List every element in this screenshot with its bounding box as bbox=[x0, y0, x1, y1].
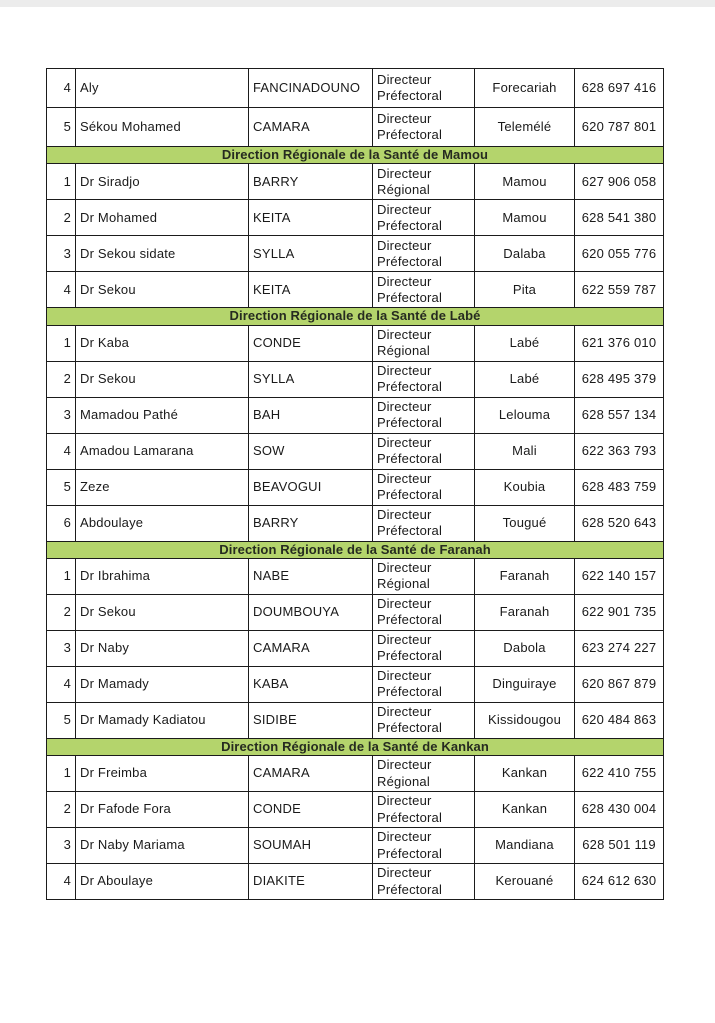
row-number-cell: 4 bbox=[47, 666, 76, 702]
row-number-cell: 3 bbox=[47, 828, 76, 864]
table-row bbox=[47, 325, 664, 361]
phone-cell: 623 274 227 bbox=[575, 630, 664, 666]
title-cell: Directeur Préfectoral bbox=[373, 272, 475, 308]
first-name-cell: Dr Freimba bbox=[76, 756, 249, 792]
first-name-cell: Dr Sekou bbox=[76, 361, 249, 397]
first-name-cell: Dr Siradjo bbox=[76, 164, 249, 200]
table-row bbox=[47, 792, 664, 828]
last-name-cell: BAH bbox=[249, 397, 373, 433]
first-name-cell: Aly bbox=[76, 69, 249, 108]
last-name-cell: KEITA bbox=[249, 272, 373, 308]
table-row bbox=[47, 69, 664, 108]
title-cell: Directeur Préfectoral bbox=[373, 864, 475, 900]
title-cell: Directeur Préfectoral bbox=[373, 666, 475, 702]
title-cell: Directeur Préfectoral bbox=[373, 433, 475, 469]
table-row bbox=[47, 594, 664, 630]
last-name-cell: DOUMBOUYA bbox=[249, 594, 373, 630]
location-cell: Lelouma bbox=[475, 397, 575, 433]
row-number-cell: 2 bbox=[47, 200, 76, 236]
phone-cell: 621 376 010 bbox=[575, 325, 664, 361]
phone-cell: 622 410 755 bbox=[575, 756, 664, 792]
phone-cell: 620 055 776 bbox=[575, 236, 664, 272]
first-name-cell: Dr Mamady Kadiatou bbox=[76, 702, 249, 738]
last-name-cell: CONDE bbox=[249, 325, 373, 361]
section-header-row bbox=[47, 308, 664, 325]
first-name-cell: Dr Aboulaye bbox=[76, 864, 249, 900]
location-cell: Labé bbox=[475, 325, 575, 361]
phone-cell: 628 557 134 bbox=[575, 397, 664, 433]
first-name-cell: Abdoulaye bbox=[76, 505, 249, 541]
location-cell: Labé bbox=[475, 361, 575, 397]
last-name-cell: BARRY bbox=[249, 164, 373, 200]
table-row bbox=[47, 469, 664, 505]
last-name-cell: DIAKITE bbox=[249, 864, 373, 900]
scan-edge-artifact bbox=[0, 0, 715, 7]
location-cell: Faranah bbox=[475, 558, 575, 594]
phone-cell: 622 140 157 bbox=[575, 558, 664, 594]
phone-cell: 627 906 058 bbox=[575, 164, 664, 200]
last-name-cell: CAMARA bbox=[249, 108, 373, 147]
first-name-cell: Dr Fafode Fora bbox=[76, 792, 249, 828]
phone-cell: 628 430 004 bbox=[575, 792, 664, 828]
table-row bbox=[47, 397, 664, 433]
table-row bbox=[47, 864, 664, 900]
table-row bbox=[47, 108, 664, 147]
first-name-cell: Sékou Mohamed bbox=[76, 108, 249, 147]
table-row bbox=[47, 828, 664, 864]
title-cell: Directeur Préfectoral bbox=[373, 828, 475, 864]
location-cell: Kankan bbox=[475, 756, 575, 792]
location-cell: Faranah bbox=[475, 594, 575, 630]
location-cell: Mamou bbox=[475, 164, 575, 200]
title-cell: Directeur Préfectoral bbox=[373, 505, 475, 541]
table-row bbox=[47, 630, 664, 666]
title-cell: Directeur Préfectoral bbox=[373, 200, 475, 236]
last-name-cell: CAMARA bbox=[249, 756, 373, 792]
section-header-row bbox=[47, 147, 664, 164]
row-number-cell: 3 bbox=[47, 236, 76, 272]
first-name-cell: Mamadou Pathé bbox=[76, 397, 249, 433]
first-name-cell: Zeze bbox=[76, 469, 249, 505]
row-number-cell: 4 bbox=[47, 864, 76, 900]
last-name-cell: FANCINADOUNO bbox=[249, 69, 373, 108]
location-cell: Forecariah bbox=[475, 69, 575, 108]
first-name-cell: Dr Sekou bbox=[76, 272, 249, 308]
first-name-cell: Dr Mamady bbox=[76, 666, 249, 702]
table-row bbox=[47, 756, 664, 792]
title-cell: Directeur Régional bbox=[373, 164, 475, 200]
location-cell: Mandiana bbox=[475, 828, 575, 864]
last-name-cell: CONDE bbox=[249, 792, 373, 828]
directory-table-body bbox=[47, 69, 664, 900]
first-name-cell: Dr Naby bbox=[76, 630, 249, 666]
first-name-cell: Dr Naby Mariama bbox=[76, 828, 249, 864]
last-name-cell: BARRY bbox=[249, 505, 373, 541]
title-cell: Directeur Régional bbox=[373, 325, 475, 361]
location-cell: Mali bbox=[475, 433, 575, 469]
title-cell: Directeur Préfectoral bbox=[373, 69, 475, 108]
first-name-cell: Dr Sekou bbox=[76, 594, 249, 630]
table-row bbox=[47, 702, 664, 738]
row-number-cell: 5 bbox=[47, 108, 76, 147]
last-name-cell: SOW bbox=[249, 433, 373, 469]
last-name-cell: NABE bbox=[249, 558, 373, 594]
first-name-cell: Dr Sekou sidate bbox=[76, 236, 249, 272]
table-row bbox=[47, 505, 664, 541]
row-number-cell: 2 bbox=[47, 361, 76, 397]
last-name-cell: SOUMAH bbox=[249, 828, 373, 864]
title-cell: Directeur Régional bbox=[373, 558, 475, 594]
last-name-cell: SYLLA bbox=[249, 236, 373, 272]
phone-cell: 628 697 416 bbox=[575, 69, 664, 108]
section-header-row bbox=[47, 541, 664, 558]
section-header-row bbox=[47, 738, 664, 755]
row-number-cell: 2 bbox=[47, 594, 76, 630]
table-row bbox=[47, 200, 664, 236]
first-name-cell: Dr Ibrahima bbox=[76, 558, 249, 594]
location-cell: Pita bbox=[475, 272, 575, 308]
table-row bbox=[47, 666, 664, 702]
title-cell: Directeur Préfectoral bbox=[373, 630, 475, 666]
row-number-cell: 3 bbox=[47, 397, 76, 433]
row-number-cell: 3 bbox=[47, 630, 76, 666]
phone-cell: 620 787 801 bbox=[575, 108, 664, 147]
section-header: Direction Régionale de la Santé de Faranah bbox=[47, 541, 664, 558]
phone-cell: 620 867 879 bbox=[575, 666, 664, 702]
location-cell: Koubia bbox=[475, 469, 575, 505]
phone-cell: 628 483 759 bbox=[575, 469, 664, 505]
location-cell: Kankan bbox=[475, 792, 575, 828]
first-name-cell: Amadou Lamarana bbox=[76, 433, 249, 469]
table-row bbox=[47, 236, 664, 272]
title-cell: Directeur Préfectoral bbox=[373, 792, 475, 828]
phone-cell: 624 612 630 bbox=[575, 864, 664, 900]
phone-cell: 622 559 787 bbox=[575, 272, 664, 308]
phone-cell: 628 495 379 bbox=[575, 361, 664, 397]
section-header: Direction Régionale de la Santé de Labé bbox=[47, 308, 664, 325]
row-number-cell: 1 bbox=[47, 325, 76, 361]
section-header: Direction Régionale de la Santé de Mamou bbox=[47, 147, 664, 164]
row-number-cell: 1 bbox=[47, 164, 76, 200]
row-number-cell: 6 bbox=[47, 505, 76, 541]
location-cell: Kerouané bbox=[475, 864, 575, 900]
phone-cell: 622 901 735 bbox=[575, 594, 664, 630]
row-number-cell: 4 bbox=[47, 69, 76, 108]
phone-cell: 622 363 793 bbox=[575, 433, 664, 469]
title-cell: Directeur Préfectoral bbox=[373, 397, 475, 433]
location-cell: Tougué bbox=[475, 505, 575, 541]
title-cell: Directeur Préfectoral bbox=[373, 361, 475, 397]
first-name-cell: Dr Kaba bbox=[76, 325, 249, 361]
row-number-cell: 5 bbox=[47, 702, 76, 738]
row-number-cell: 4 bbox=[47, 433, 76, 469]
location-cell: Mamou bbox=[475, 200, 575, 236]
section-header: Direction Régionale de la Santé de Kankan bbox=[47, 738, 664, 755]
title-cell: Directeur Préfectoral bbox=[373, 236, 475, 272]
last-name-cell: KABA bbox=[249, 666, 373, 702]
table-row bbox=[47, 164, 664, 200]
title-cell: Directeur Régional bbox=[373, 756, 475, 792]
table-row bbox=[47, 272, 664, 308]
last-name-cell: SYLLA bbox=[249, 361, 373, 397]
directory-table bbox=[46, 68, 664, 900]
title-cell: Directeur Préfectoral bbox=[373, 594, 475, 630]
location-cell: Dinguiraye bbox=[475, 666, 575, 702]
phone-cell: 628 501 119 bbox=[575, 828, 664, 864]
table-row bbox=[47, 558, 664, 594]
row-number-cell: 2 bbox=[47, 792, 76, 828]
title-cell: Directeur Préfectoral bbox=[373, 108, 475, 147]
title-cell: Directeur Préfectoral bbox=[373, 469, 475, 505]
row-number-cell: 5 bbox=[47, 469, 76, 505]
last-name-cell: SIDIBE bbox=[249, 702, 373, 738]
phone-cell: 620 484 863 bbox=[575, 702, 664, 738]
title-cell: Directeur Préfectoral bbox=[373, 702, 475, 738]
row-number-cell: 4 bbox=[47, 272, 76, 308]
row-number-cell: 1 bbox=[47, 756, 76, 792]
row-number-cell: 1 bbox=[47, 558, 76, 594]
phone-cell: 628 520 643 bbox=[575, 505, 664, 541]
location-cell: Dabola bbox=[475, 630, 575, 666]
last-name-cell: CAMARA bbox=[249, 630, 373, 666]
table-row bbox=[47, 433, 664, 469]
last-name-cell: BEAVOGUI bbox=[249, 469, 373, 505]
first-name-cell: Dr Mohamed bbox=[76, 200, 249, 236]
last-name-cell: KEITA bbox=[249, 200, 373, 236]
location-cell: Telemélé bbox=[475, 108, 575, 147]
phone-cell: 628 541 380 bbox=[575, 200, 664, 236]
location-cell: Kissidougou bbox=[475, 702, 575, 738]
table-row bbox=[47, 361, 664, 397]
location-cell: Dalaba bbox=[475, 236, 575, 272]
